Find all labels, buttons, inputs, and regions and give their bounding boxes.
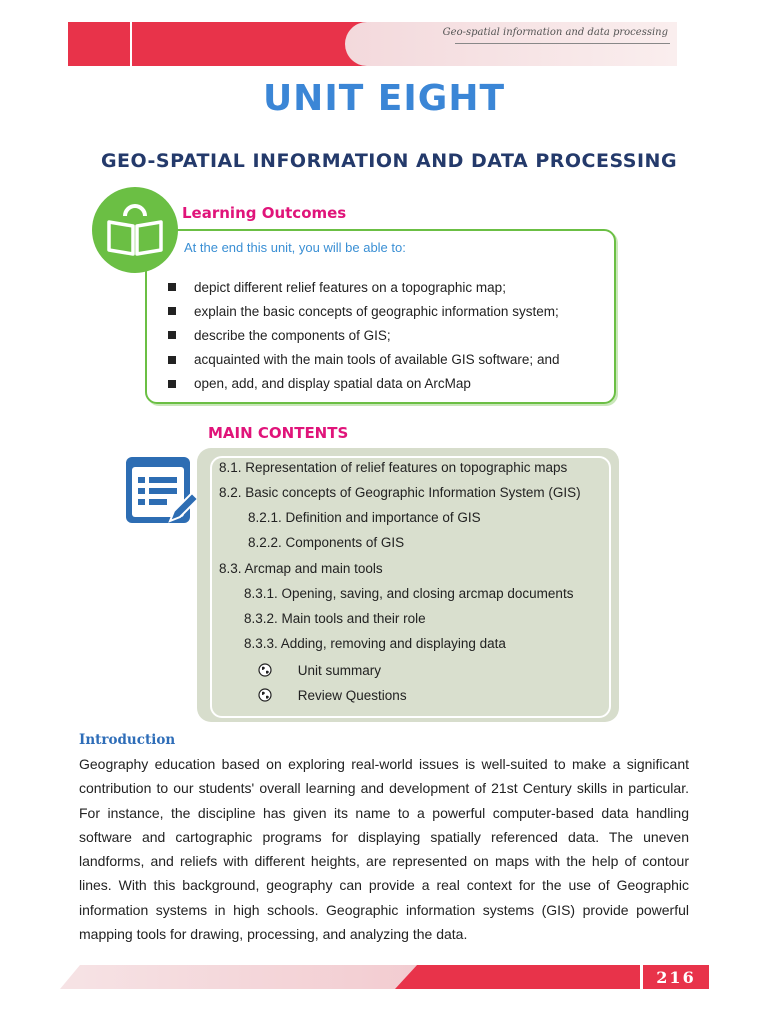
contents-item: 8.3.2. Main tools and their role xyxy=(244,611,426,626)
footer-red-band xyxy=(395,965,640,989)
learning-outcomes-intro: At the end this unit, you will be able to: xyxy=(184,240,406,255)
introduction-heading: Introduction xyxy=(79,732,176,748)
contents-item: 8.1. Representation of relief features on topographic maps xyxy=(219,460,568,475)
list-item: describe the components of GIS; xyxy=(168,323,559,347)
contents-item: 8.2. Basic concepts of Geographic Information System (GIS) xyxy=(219,485,581,500)
contents-item: 8.3. Arcmap and main tools xyxy=(219,561,383,576)
bullet-square-icon xyxy=(168,307,176,315)
globe-icon xyxy=(258,688,272,702)
page-number: 216 xyxy=(641,965,709,989)
bullet-square-icon xyxy=(168,283,176,291)
contents-item: 8.3.3. Adding, removing and displaying data xyxy=(244,636,506,651)
unit-subtitle: GEO-SPATIAL INFORMATION AND DATA PROCESSING xyxy=(100,150,678,172)
contents-item: 8.2.1. Definition and importance of GIS xyxy=(248,510,481,525)
contents-item: 8.3.1. Opening, saving, and closing arcmap documents xyxy=(244,586,574,601)
document-list-icon xyxy=(124,455,200,531)
learning-outcomes-heading: Learning Outcomes xyxy=(182,204,347,222)
unit-title: UNIT EIGHT xyxy=(262,78,506,119)
bullet-square-icon xyxy=(168,356,176,364)
introduction-paragraph: Geography education based on exploring real-world issues is well-suited to make a significant contribution to our students' overall learning and development of 21st Century skills in particular. For instance, the discipline has given its name to a powerful computer-based data handling software and cartographic programs for displaying spatially referenced data. The uneven landforms, and reliefs with different heights, are represented on maps with the help of contour lines. With this background, geography can provide a real context for the use of Geographic information systems in high schools. Geographic information systems (GIS) provide powerful mapping tools for drawing, processing, and analyzing the data. xyxy=(79,756,689,943)
globe-icon xyxy=(258,663,272,677)
list-item: depict different relief features on a topographic map; xyxy=(168,275,559,299)
open-book-icon xyxy=(103,202,167,258)
contents-item-summary: Unit summary xyxy=(258,663,381,678)
running-header-title: Geo-spatial information and data processing xyxy=(442,27,668,38)
header-rule xyxy=(455,43,670,44)
contents-item: 8.2.2. Components of GIS xyxy=(248,535,405,550)
contents-item-review: Review Questions xyxy=(258,688,407,703)
list-item: explain the basic concepts of geographic information system; xyxy=(168,299,559,323)
header-red-block-left xyxy=(68,22,130,66)
bullet-square-icon xyxy=(168,331,176,339)
learning-outcomes-badge xyxy=(92,187,178,273)
main-contents-heading: MAIN CONTENTS xyxy=(208,424,349,442)
learning-outcomes-list xyxy=(168,275,559,396)
list-item: acquainted with the main tools of available GIS software; and xyxy=(168,348,559,372)
list-item: open, add, and display spatial data on ArcMap xyxy=(168,372,559,396)
bullet-square-icon xyxy=(168,380,176,388)
